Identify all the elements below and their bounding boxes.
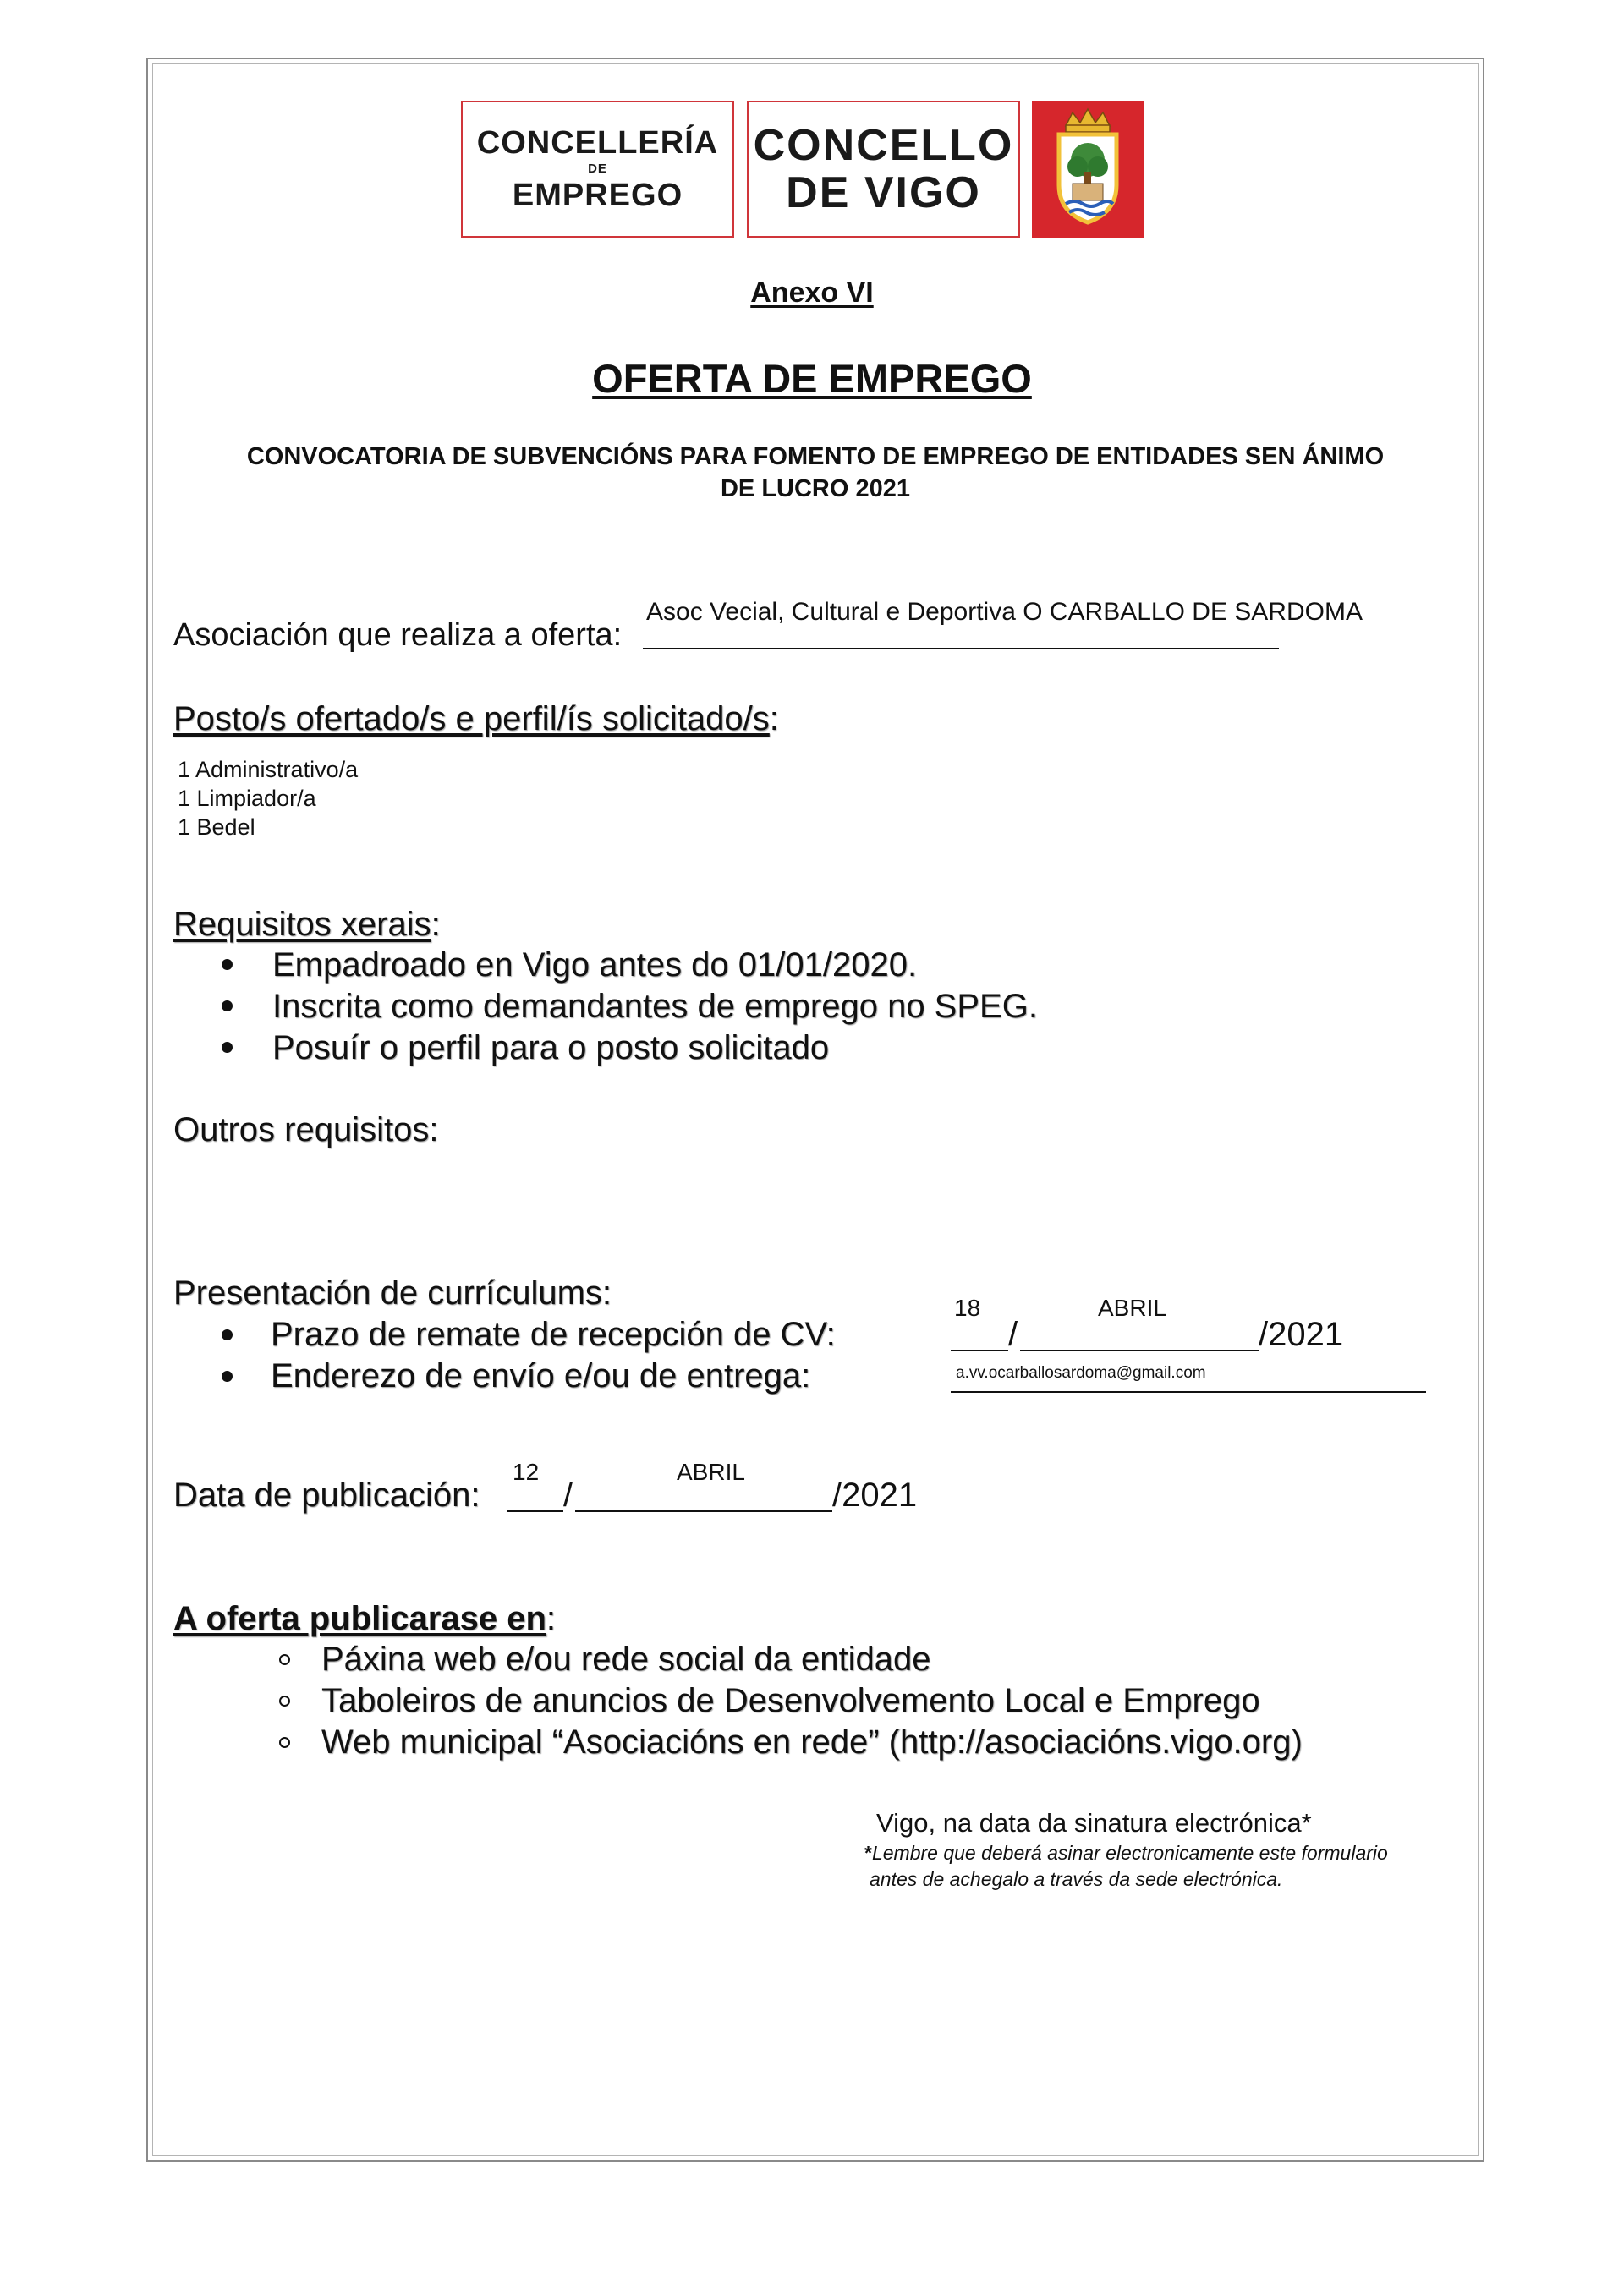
logo-text: EMPREGO: [512, 178, 683, 213]
circle-bullet-icon: [279, 1737, 290, 1748]
list-item: Posuír o perfil para o posto solicitado: [272, 1029, 830, 1066]
cv-heading: Presentación de currículums:: [173, 1274, 612, 1312]
posts-list: [178, 755, 358, 841]
list-item: Web municipal “Asociacións en rede” (http://asociacións.vigo.org): [321, 1723, 1303, 1761]
circle-bullet-icon: [279, 1696, 290, 1707]
circle-bullet-icon: [279, 1654, 290, 1665]
publication-month-underline: [575, 1510, 832, 1512]
cv-deadline-month[interactable]: ABRIL: [1098, 1295, 1166, 1321]
cv-address-underline: [951, 1391, 1426, 1393]
concelleria-emprego-logo: [461, 101, 734, 238]
publication-day-underline: [508, 1510, 563, 1512]
list-item: 1 Bedel: [178, 814, 255, 840]
note-asterisk: *: [864, 1842, 872, 1864]
page-subtitle: [152, 441, 1479, 505]
list-item: Páxina web e/ou rede social da entidade: [321, 1641, 931, 1678]
association-label: Asociación que realiza a oferta:: [173, 617, 623, 653]
posts-heading-colon: :: [769, 700, 779, 737]
list-item: Empadroado en Vigo antes do 01/01/2020.: [272, 946, 918, 984]
requirements-heading: [173, 905, 441, 944]
publication-month[interactable]: ABRIL: [677, 1459, 745, 1485]
bullet-icon: [222, 1000, 233, 1011]
cv-deadline-year: /2021: [1259, 1316, 1344, 1353]
requirements-heading-text: Requisitos xerais: [173, 906, 431, 943]
bullet-icon: [222, 1042, 233, 1053]
logo-text: CONCELLERÍA: [476, 125, 719, 161]
vigo-coat-of-arms-icon: [1032, 101, 1144, 238]
list-item: 1 Administrativo/a: [178, 757, 359, 782]
bullet-icon: [222, 1371, 233, 1382]
bullet-icon: [222, 1329, 233, 1340]
published-in-heading-text: A oferta publicarase en: [173, 1600, 546, 1637]
list-item: Taboleiros de anuncios de Desenvolvemento Local e Emprego: [321, 1682, 1260, 1719]
logo-text: CONCELLO: [753, 121, 1014, 170]
page-title: OFERTA DE EMPREGO: [592, 356, 1032, 401]
cv-day-underline: [951, 1350, 1008, 1351]
list-item: Inscrita como demandantes de emprego no SPEG.: [272, 988, 1038, 1025]
bullet-icon: [222, 959, 233, 970]
cv-month-underline: [1020, 1350, 1259, 1351]
list-item: 1 Limpiador/a: [178, 786, 316, 811]
date-separator: /: [1008, 1316, 1018, 1353]
publication-year: /2021: [832, 1477, 918, 1514]
requirements-heading-colon: :: [431, 906, 441, 943]
date-separator: /: [563, 1477, 573, 1514]
publication-label: Data de publicación:: [173, 1477, 480, 1514]
subtitle-line: DE LUCRO 2021: [720, 475, 910, 502]
published-in-heading-colon: :: [546, 1600, 557, 1637]
concello-vigo-logo: [747, 101, 1020, 238]
published-in-heading: [173, 1599, 556, 1638]
cv-deadline-day[interactable]: 18: [954, 1295, 981, 1321]
note-line: antes de achegalo a través da sede electrónica.: [870, 1868, 1283, 1890]
logo-text: DE: [588, 162, 607, 176]
signature-note: [864, 1840, 1388, 1893]
other-requirements-heading: Outros requisitos:: [173, 1111, 439, 1148]
note-line: Lembre que deberá asinar electronicamente este formulario: [871, 1842, 1388, 1864]
subtitle-line: CONVOCATORIA DE SUBVENCIÓNS PARA FOMENTO DE EMPREGO DE ENTIDADES SEN ÁNIMO: [246, 443, 1385, 470]
publication-day[interactable]: 12: [513, 1459, 540, 1485]
cv-deadline-label: Prazo de remate de recepción de CV:: [271, 1316, 836, 1353]
posts-heading: [173, 699, 779, 738]
association-underline: [643, 648, 1279, 649]
logo-text: DE VIGO: [786, 168, 981, 217]
cv-address-label: Enderezo de envío e/ou de entrega:: [271, 1357, 811, 1395]
posts-heading-text: Posto/s ofertado/s e perfil/ís solicitado/s: [173, 700, 770, 737]
association-value[interactable]: Asoc Vecial, Cultural e Deportiva O CARBALLO DE SARDOMA: [646, 598, 1363, 626]
place-date: Vigo, na data da sinatura electrónica*: [876, 1808, 1312, 1838]
cv-address-value[interactable]: a.vv.ocarballosardoma@gmail.com: [956, 1364, 1206, 1382]
annex-label: Anexo VI: [750, 277, 874, 309]
